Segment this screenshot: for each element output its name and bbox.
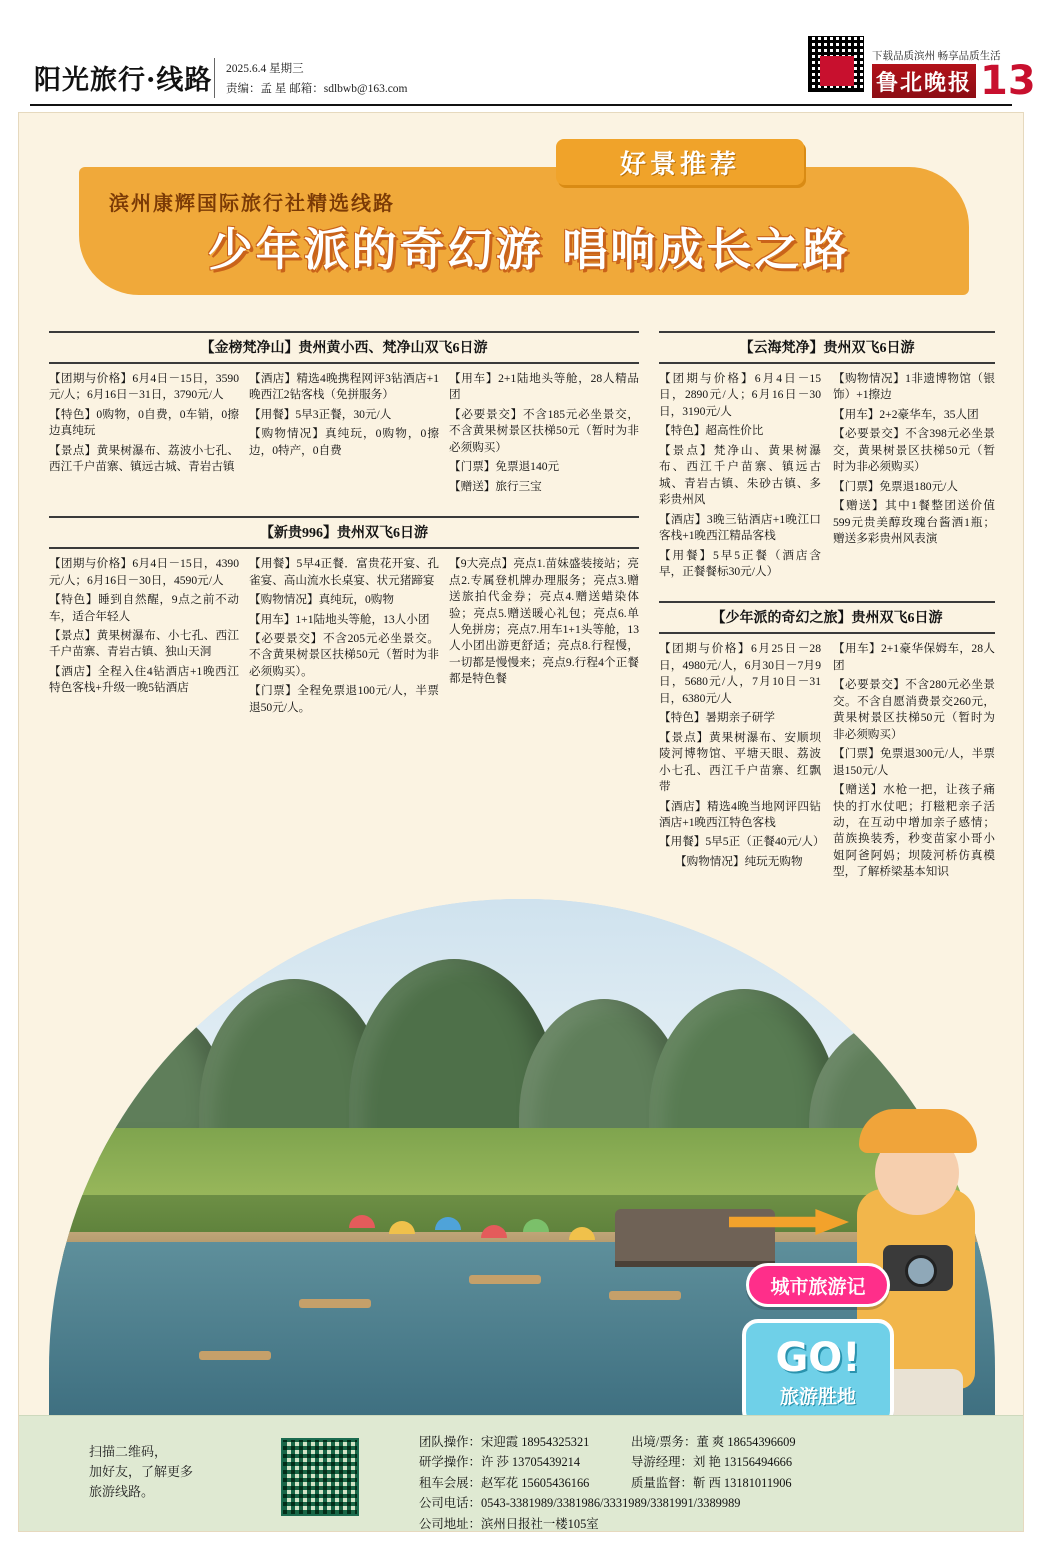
- recommend-badge-label: 好景推荐: [619, 149, 740, 180]
- text-paragraph: 【购物情况】真纯玩，0购物，0擦边，0特产，0自费: [249, 427, 439, 457]
- text-paragraph: 【景点】梵净山、黄果树瀑布、西江千户苗寨、镇远古城、青岩古镇、朱砂古镇、多彩贵州风: [659, 443, 821, 507]
- footer-note-line1: 扫描二维码，: [89, 1444, 168, 1459]
- footer-note-line3: 旅游线路。: [89, 1484, 155, 1500]
- text-paragraph: 【用车】2+1豪华保姆车，28人团: [833, 642, 995, 672]
- section-xingui996: [49, 516, 639, 719]
- section-shaonianpai-heading: 【少年派的奇幻之旅】贵州双飞6日游: [659, 601, 995, 634]
- text-paragraph: 【门票】免票退180元/人: [833, 479, 958, 493]
- text-paragraph: 【酒店】精选4晚当地网评四钻酒店+1晚西江特色客栈: [659, 799, 821, 829]
- text-paragraph: 【用车】2+1陆地头等舱，28人精品团: [449, 372, 639, 402]
- section-xingui996-col1: [49, 556, 239, 719]
- section-shaonianpai-col2: [833, 641, 995, 883]
- section-yunhai-body: [659, 371, 995, 583]
- headline-banner: [19, 113, 1024, 323]
- text-paragraph: 【必要景交】不含205元必坐景交。不含黄果树景区扶梯50元（暂时为非必须购买）。: [249, 631, 439, 678]
- contact-right: 出境/票务：董 爽 18654396609: [631, 1435, 796, 1449]
- text-paragraph: 【用车】2+2豪华车，35人团: [833, 407, 979, 421]
- section-shaonianpai-col1: [659, 641, 825, 883]
- masthead-divider: [214, 58, 215, 98]
- text-paragraph: 【门票】免票退140元: [449, 460, 560, 474]
- section-yunhai-heading: 【云海梵净】贵州双飞6日游: [659, 331, 995, 364]
- headline-subtitle: 滨州康辉国际旅行社精选线路: [109, 193, 395, 215]
- company-address: 公司地址：滨州日报社一楼105室: [419, 1516, 599, 1531]
- text-paragraph: 【赠送】水枪一把，让孩子痛快的打水仗吧；打糍粑亲子活动，在互动中增加亲子感情；苗族换装秀，秒变苗家小哥小姐阿爸阿妈；坝陵河桥仿真模型，了解桥梁基本知识: [833, 783, 995, 879]
- text-paragraph: 【团期与价格】6月25日－28日，4980元/人，6月30日－7月9日，5680元/人，7月10日－31日，6380元/人: [659, 642, 821, 705]
- contact-left: 团队操作：宋迎霞 18954325321: [419, 1435, 590, 1449]
- contact-row: [419, 1432, 1019, 1452]
- page-number: 13: [980, 58, 1036, 104]
- section-jinbang-heading: 【金榜梵净山】贵州黄小西、梵净山双飞6日游: [49, 331, 639, 364]
- section-xingui996-col2: [249, 556, 439, 719]
- newspaper-logo: 鲁北晚报: [872, 64, 976, 98]
- section-xingui996-col3: [449, 556, 639, 719]
- text-paragraph: 【赠送】旅行三宝: [449, 479, 542, 493]
- publish-date: 2025.6.4 星期三: [226, 63, 304, 75]
- section-yunhai-col1: [659, 371, 821, 583]
- contact-left: 租车会展：赵军花 15605436166: [419, 1475, 590, 1490]
- editor-contact: 责编：孟 星 邮箱：sdlbwb@163.com: [226, 83, 408, 95]
- photo-bamboo-raft: [609, 1291, 681, 1300]
- text-paragraph: 【用餐】5早5正（正餐40元/人）: [659, 835, 825, 849]
- company-phone: 公司电话：0543-3381989/3381986/3331989/3381991/3389989: [419, 1496, 741, 1511]
- section-shaonianpai: [659, 601, 995, 883]
- text-paragraph: 【团期与价格】6月4日－15日，3590元/人；6月16日－31日，3790元/人: [49, 372, 239, 402]
- text-paragraph: 【酒店】精选4晚携程网评3钻酒店+1晚西江2钻客栈（免拼服务）: [249, 372, 439, 402]
- text-paragraph: 【景点】黄果树瀑布、小七孔、西江千户苗寨、青岩古镇、独山天洞: [49, 628, 239, 659]
- text-paragraph: 【用餐】5早3正餐，30元/人: [249, 407, 392, 421]
- section-jinbang-col3: [449, 371, 639, 498]
- app-logo-icon: [820, 56, 854, 86]
- text-paragraph: 【用餐】5早4正餐．富贵花开宴、孔雀宴、高山流水长桌宴、状元猪蹄宴: [249, 557, 439, 587]
- text-paragraph: 【必要景交】不含185元必坐景交，不含黄果树景区扶梯50元（暂时为非必须购买）: [449, 407, 639, 454]
- text-paragraph: 【特色】0购物，0自费，0车销，0擦边真纯玩: [49, 407, 239, 438]
- photo-bamboo-raft: [199, 1351, 271, 1360]
- recommend-badge: [556, 139, 804, 185]
- section-jinbang: [49, 331, 639, 498]
- text-paragraph: 【特色】暑期亲子研学: [659, 711, 775, 725]
- contact-row: [419, 1452, 1019, 1472]
- text-paragraph: 【9大亮点】亮点1.苗妹盛装接站；亮点2.专属登机牌办理服务；亮点3.赠送旅拍代金券；亮点4.赠送蜡染体验；亮点5.赠送暖心礼包；亮点6.单人免拼房；亮点7.用车1+1头等舱，13人小团出游更舒适；亮点8.行程慢，一切都是慢慢来；亮点9.行程4个正餐都是特色餐: [449, 557, 639, 686]
- text-paragraph: 【购物情况】1非遗博物馆（银饰）+1擦边: [833, 372, 995, 402]
- section-jinbang-col2: [249, 371, 439, 498]
- hat-icon: [859, 1109, 977, 1153]
- text-paragraph: 【购物情况】纯玩无购物: [675, 854, 803, 868]
- section-xingui996-heading: 【新贵996】贵州双飞6日游: [49, 516, 639, 549]
- section-xingui996-body: [49, 556, 639, 719]
- text-paragraph: 【购物情况】真纯玩，0购物: [249, 593, 394, 607]
- text-paragraph: 【用车】1+1陆地头等舱，13人小团: [249, 612, 430, 626]
- contact-right: 质量监督：靳 西 13181011906: [631, 1475, 792, 1490]
- page-body: [18, 112, 1024, 1532]
- text-paragraph: 【必要景交】不含398元必坐景交，黄果树景区扶梯50元（暂时为非必须购买）: [833, 427, 995, 474]
- wechat-qr-icon[interactable]: [281, 1438, 359, 1516]
- footer: [19, 1415, 1024, 1532]
- contact-left: 研学操作：许 莎 13705439214: [419, 1455, 581, 1470]
- go-badge: [742, 1319, 894, 1427]
- text-paragraph: 【酒店】全程入住4钻酒店+1晚西江特色客栈+升级一晚5钻酒店: [49, 664, 239, 695]
- city-travel-badge: 城市旅游记: [746, 1263, 890, 1307]
- headline-title: 少年派的奇幻游 唱响成长之路: [207, 223, 851, 276]
- section-yunhai: [659, 331, 995, 583]
- footer-scan-note: [89, 1442, 193, 1502]
- text-paragraph: 【赠送】其中1餐整团送价值599元贵美醇玫瑰台酱酒1瓶；赠送多彩贵州风表演: [833, 499, 995, 546]
- go-badge-label: GO!: [775, 1334, 861, 1381]
- section-yunhai-col2: [833, 371, 995, 583]
- text-paragraph: 【景点】黄果树瀑布、安顺坝陵河博物馆、平塘天眼、荔波小七孔、西江千户苗寨、红飘带: [659, 730, 821, 794]
- go-badge-destination: 旅游胜地: [779, 1386, 856, 1408]
- photo-bamboo-raft: [469, 1275, 541, 1284]
- footer-note-line2: 加好友，了解更多: [89, 1464, 194, 1480]
- right-column-region: [659, 331, 995, 884]
- masthead: [0, 0, 1042, 108]
- section-jinbang-body: [49, 371, 639, 498]
- text-paragraph: 【酒店】3晚三钻酒店+1晚江口客栈+1晚西江精品客栈: [659, 512, 821, 543]
- text-paragraph: 【门票】全程免票退100元/人，半票退50元/人。: [249, 684, 439, 714]
- text-paragraph: 【团期与价格】6月4日－15日，2890元/人；6月16日－30日，3190元/人: [659, 372, 821, 418]
- text-paragraph: 【景点】黄果树瀑布、荔波小七孔、西江千户苗寨、镇远古城、青岩古镇: [49, 443, 239, 474]
- contact-row: [419, 1473, 1019, 1493]
- text-paragraph: 【门票】免票退300元/人，半票退150元/人: [833, 747, 995, 777]
- text-paragraph: 【用餐】5早5正餐（酒店含早，正餐餐标30元/人）: [659, 548, 821, 578]
- section-jinbang-col1: [49, 371, 239, 498]
- text-paragraph: 【团期与价格】6月4日－15日，4390元/人；6月16日－30日，4590元/人: [49, 557, 239, 587]
- contact-row: [419, 1514, 1019, 1532]
- footer-contacts: [419, 1432, 1019, 1532]
- contact-right: 导游经理：刘 艳 13156494666: [631, 1455, 793, 1470]
- text-paragraph: 【必要景交】不含280元必坐景交。不含自愿消费景交260元，黄果树景区扶梯50元（暂时为非必须购买）: [833, 678, 995, 741]
- masthead-rule: [30, 104, 1012, 106]
- photo-bamboo-raft: [299, 1299, 371, 1308]
- text-paragraph: 【特色】超高性价比: [659, 424, 764, 438]
- camera-icon: [883, 1245, 953, 1291]
- left-column-region: [49, 331, 639, 719]
- section-shaonianpai-body: [659, 641, 995, 883]
- contact-row: [419, 1493, 1019, 1513]
- app-promo-text: 下载品质滨州 畅享品质生活: [872, 51, 1001, 62]
- publication-section-title: 阳光旅行·线路: [34, 65, 213, 96]
- text-paragraph: 【特色】睡到自然醒，9点之前不动车，适合年轻人: [49, 593, 239, 623]
